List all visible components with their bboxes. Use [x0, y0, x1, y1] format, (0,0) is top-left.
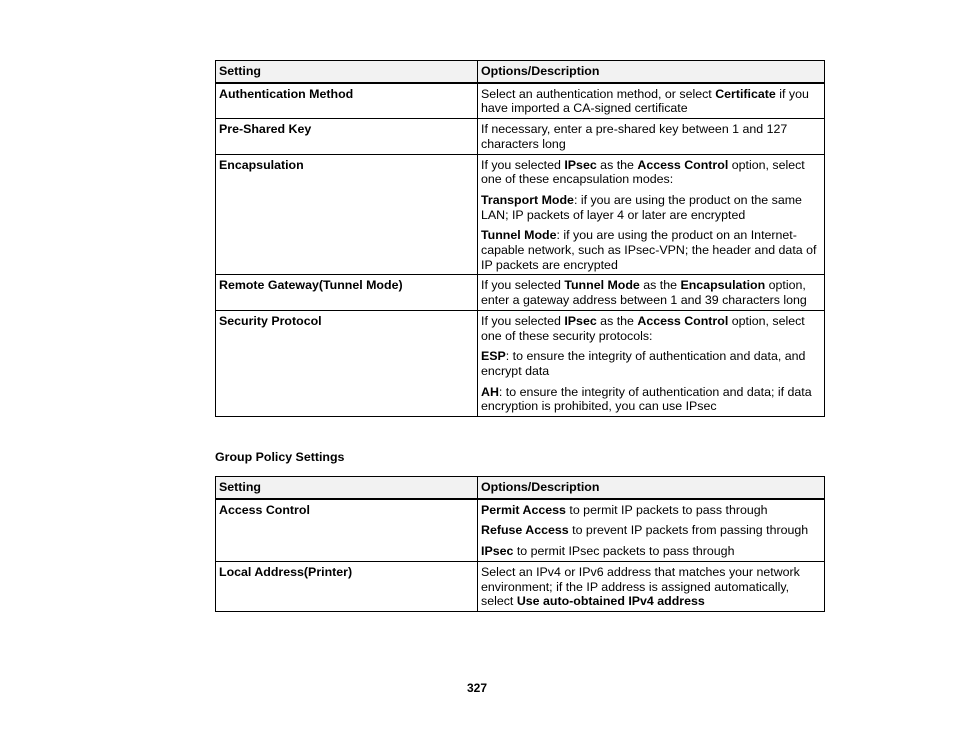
description-text: : if you are using the product on an Internet-capable network, such as IPsec-VPN; the header and data of IP packets are encrypted: [481, 228, 817, 272]
description-paragraph: [481, 544, 821, 559]
group-policy-settings-table: [215, 476, 825, 612]
description-paragraph: [481, 122, 821, 151]
table-header-row: [216, 477, 825, 499]
setting-description: [478, 154, 825, 275]
description-text: : to ensure the integrity of authentication and data; if data encryption is prohibited, you can use IPsec: [481, 384, 812, 414]
description-paragraph: [481, 503, 821, 518]
bold-term: Certificate: [715, 86, 776, 101]
bold-term: Permit Access: [481, 502, 566, 517]
setting-description: [478, 83, 825, 119]
table-row: [216, 275, 825, 310]
bold-term: IPsec: [481, 544, 514, 559]
description-text: option, select one of these encapsulation modes:: [481, 157, 805, 187]
column-header-setting: Setting: [216, 61, 478, 83]
section-heading: Group Policy Settings: [215, 450, 345, 464]
setting-name: Local Address(Printer): [216, 561, 478, 611]
setting-name: Pre-Shared Key: [216, 119, 478, 154]
table-header-row: [216, 61, 825, 83]
description-text: If you selected: [481, 157, 565, 172]
table-row: [216, 499, 825, 562]
bold-term: Tunnel Mode: [564, 278, 640, 293]
page-number: 327: [466, 681, 488, 695]
description-paragraph: [481, 87, 821, 116]
bold-term: Access Control: [637, 313, 729, 328]
description-text: as the: [639, 278, 681, 293]
description-text: : to ensure the integrity of authentication and data, and encrypt data: [481, 349, 806, 378]
description-text: as the: [596, 157, 638, 172]
description-text: If you selected: [481, 313, 565, 328]
setting-description: [478, 275, 825, 310]
table-row: [216, 154, 825, 275]
setting-name: Encapsulation: [216, 154, 478, 275]
description-paragraph: [481, 523, 821, 538]
description-paragraph: [481, 228, 821, 272]
description-text: If you selected: [481, 278, 565, 293]
setting-name: Security Protocol: [216, 310, 478, 416]
bold-term: Transport Mode: [481, 192, 574, 207]
description-text: Select an IPv4 or IPv6 address that matches your network environment; if the IP address is assigned automatically, select: [481, 564, 800, 609]
bold-term: Refuse Access: [481, 523, 569, 538]
description-text: to prevent IP packets from passing through: [568, 523, 809, 538]
description-text: to permit IP packets to pass through: [565, 502, 768, 517]
column-header-options: Options/Description: [478, 477, 825, 499]
description-paragraph: [481, 385, 821, 414]
table-row: [216, 119, 825, 154]
setting-description: [478, 561, 825, 611]
setting-description: [478, 310, 825, 416]
column-header-setting: Setting: [216, 477, 478, 499]
description-text: If necessary, enter a pre-shared key between 1 and 127 characters long: [481, 122, 788, 151]
bold-term: Encapsulation: [680, 278, 766, 293]
setting-name: Access Control: [216, 499, 478, 562]
bold-term: ESP: [481, 349, 506, 364]
setting-description: [478, 499, 825, 562]
bold-term: Access Control: [637, 157, 729, 172]
description-paragraph: [481, 158, 821, 187]
description-text: if you have imported a CA-signed certificate: [481, 86, 809, 116]
description-paragraph: [481, 278, 821, 307]
bold-term: IPsec: [564, 157, 597, 172]
description-text: as the: [596, 313, 638, 328]
description-text: Select an authentication method, or select: [481, 86, 716, 101]
bold-term: IPsec: [564, 313, 597, 328]
description-paragraph: [481, 565, 821, 609]
table-row: [216, 83, 825, 119]
bold-term: Tunnel Mode: [481, 228, 557, 243]
table-row: [216, 310, 825, 416]
table-row: [216, 561, 825, 611]
description-text: option, select one of these security protocols:: [481, 313, 805, 343]
setting-name: Remote Gateway(Tunnel Mode): [216, 275, 478, 310]
bold-term: Use auto-obtained IPv4 address: [516, 594, 705, 609]
description-paragraph: [481, 349, 821, 378]
description-paragraph: [481, 193, 821, 222]
column-header-options: Options/Description: [478, 61, 825, 83]
setting-name: Authentication Method: [216, 83, 478, 119]
description-text: option, enter a gateway address between 1 and 39 characters long: [481, 278, 807, 308]
bold-term: AH: [481, 384, 499, 399]
ipsec-settings-table: [215, 60, 825, 417]
description-text: : if you are using the product on the same LAN; IP packets of layer 4 or later are encrypted: [481, 192, 802, 222]
description-text: to permit IPsec packets to pass through: [513, 544, 735, 559]
description-paragraph: [481, 314, 821, 343]
setting-description: [478, 119, 825, 154]
